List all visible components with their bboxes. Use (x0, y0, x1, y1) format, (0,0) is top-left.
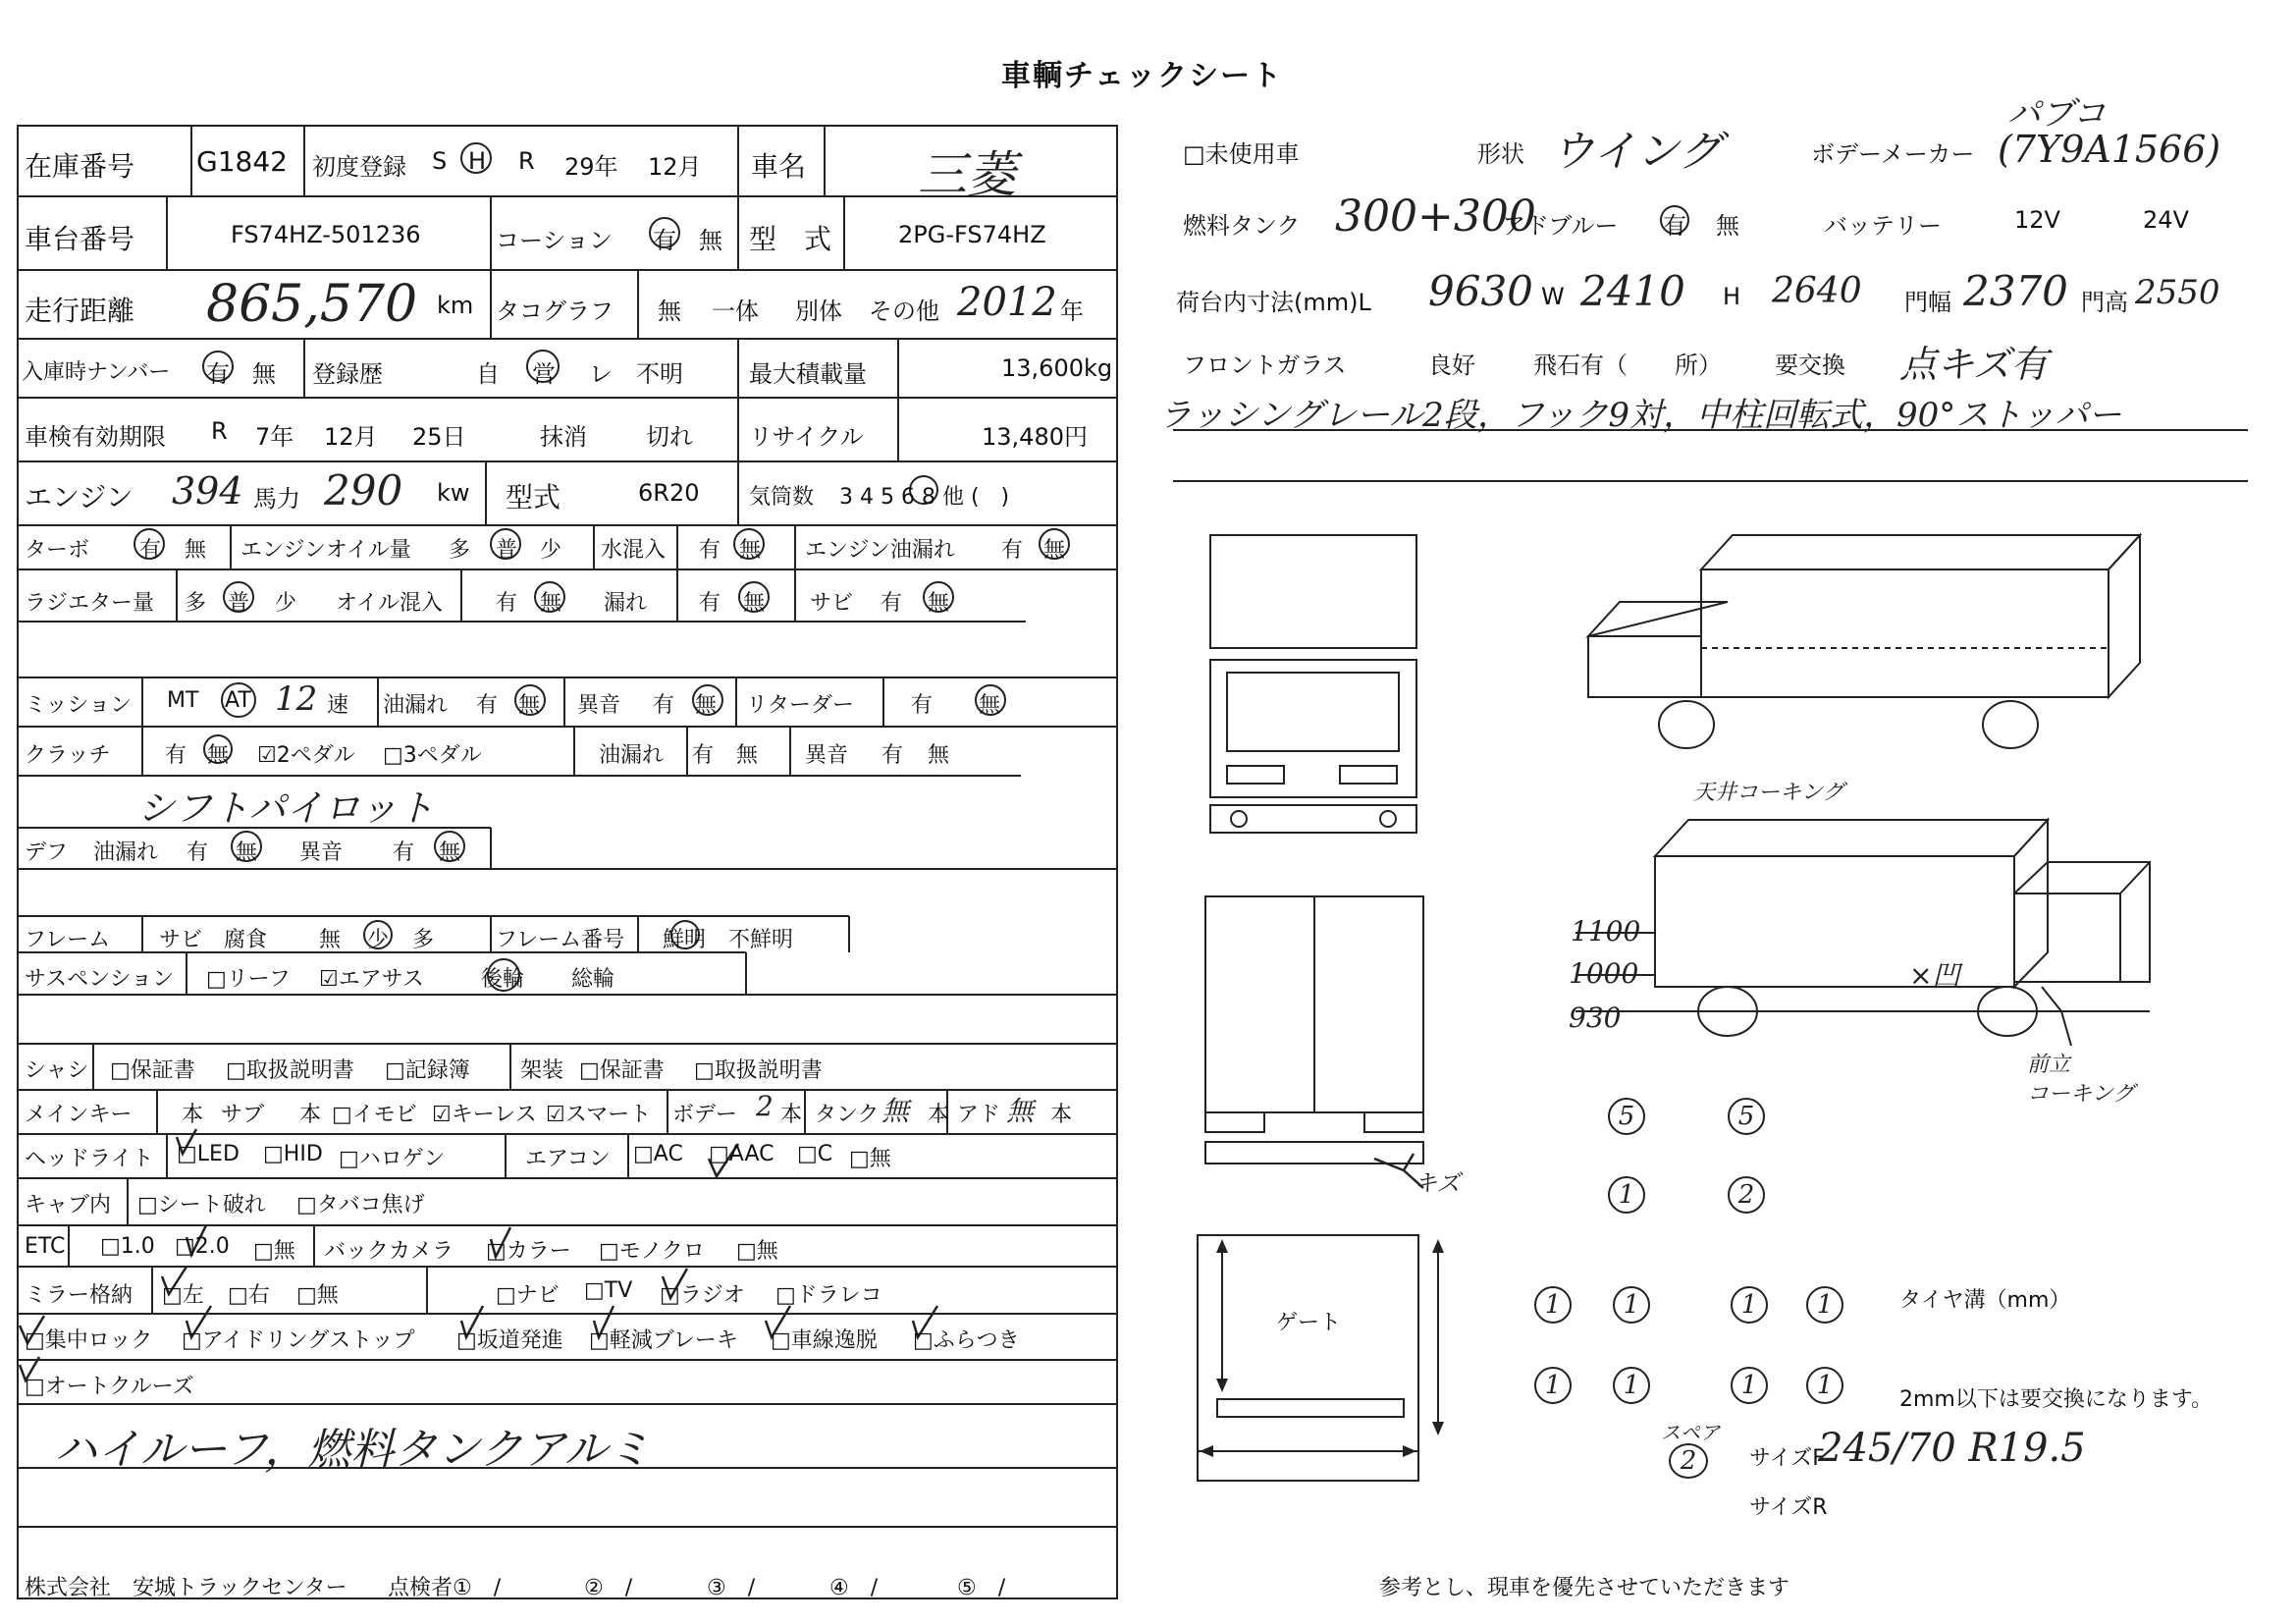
mission-label: ミッション (25, 693, 133, 718)
coach-label: コーション (496, 227, 614, 254)
tire-note: 2mm以下は要交換になります。 (1899, 1387, 2214, 1412)
water-no: 無 (739, 538, 762, 563)
speed-suffix: 速 (327, 693, 349, 718)
cam-color: □カラー (486, 1239, 571, 1264)
size-f: 245/70 R19.5 (1818, 1426, 2086, 1471)
first-reg-label: 初度登録 (312, 153, 406, 181)
car-name: 三菱 (918, 146, 1016, 203)
body-equip-label: 架装 (520, 1058, 564, 1083)
tire-r3-2: 1 (1613, 1286, 1650, 1324)
diff-leak-no: 無 (236, 840, 258, 865)
cargo-W: 2410 (1580, 267, 1685, 315)
inspector-2: ② / (584, 1576, 633, 1600)
cam-mono: □モノクロ (599, 1239, 705, 1264)
gate-h-label: 門高 (2081, 289, 2128, 316)
mainkey-sub: サブ (221, 1103, 265, 1127)
pedal3: □3ペダル (383, 743, 482, 768)
leak-label: 漏れ (604, 591, 648, 616)
mt: MT (167, 688, 199, 713)
era-h: H (468, 147, 487, 175)
scratch-note: キズ (1414, 1169, 1461, 1197)
mission-leak-yes: 有 (476, 693, 499, 718)
oil-normal: 普 (496, 538, 518, 563)
rust-no: 無 (928, 591, 950, 616)
mission-noise-yes: 有 (653, 693, 675, 718)
cargo-H-label: H (1723, 283, 1741, 310)
gate-h: 2550 (2135, 273, 2220, 312)
immobi: □イモビ (332, 1103, 417, 1127)
cam-none: □無 (736, 1239, 778, 1264)
battery-label: バッテリー (1824, 212, 1942, 240)
tire-r4-2: 1 (1613, 1367, 1650, 1404)
body-maker-top: パブコ (2007, 94, 2107, 134)
radiator-label: ラジエター量 (25, 591, 155, 616)
mission-noise: 異音 (577, 693, 621, 718)
susp-rear: 後輪 (481, 967, 525, 992)
insp-year: 7年 (255, 423, 294, 451)
body-maker: (7Y9A1566) (1998, 128, 2221, 171)
h1000: 1000 (1569, 957, 1639, 990)
mainkey-hon: 本 (182, 1103, 204, 1127)
cargo-L: 9630 (1428, 267, 1533, 315)
lane: □車線逸脱 (771, 1328, 878, 1353)
chassis2-label: シャシ (25, 1058, 89, 1083)
frame-many: 多 (412, 928, 435, 952)
tank-keys: 無 (881, 1095, 910, 1127)
frame-no-label: フレーム番号 (496, 928, 625, 952)
km-unit: km (437, 292, 474, 319)
gate-label: ゲート (1276, 1311, 1342, 1335)
cruise: □オートクルーズ (25, 1375, 194, 1399)
reg-hist-rent: レ (589, 360, 613, 388)
note-line: ラッシングレール2段，フック9対，中柱回転式，90°ストッパー (1158, 396, 2122, 435)
shape: ウイング (1551, 127, 1722, 177)
warranty: □保証書 (110, 1058, 195, 1083)
body-key-label: ボデー (672, 1103, 738, 1127)
frame-none: 無 (319, 928, 342, 952)
clutch-noise-no: 無 (928, 743, 950, 768)
tire-r2-1: 1 (1608, 1176, 1645, 1214)
tire-r4-1: 1 (1534, 1367, 1572, 1404)
hill: □坂道発進 (456, 1328, 563, 1353)
size-r-label: サイズR (1749, 1495, 1828, 1520)
adblue-label: アドブルー (1502, 212, 1619, 240)
reg-month: 12月 (648, 153, 702, 181)
cab-label: キャブ内 (25, 1193, 112, 1218)
inspector-3: ③ / (707, 1576, 756, 1600)
record: □記録簿 (385, 1058, 470, 1083)
reg-hist-own: 自 (476, 360, 500, 388)
speed: 12 (275, 679, 318, 719)
mirror-label: ミラー格納 (25, 1283, 133, 1308)
page-title: 車輌チェックシート (1001, 59, 1284, 93)
eng-type: 6R20 (638, 479, 700, 507)
frame-rust: サビ 腐食 (159, 928, 268, 952)
replace-label: 要交換 (1775, 352, 1845, 379)
eng-oil-leak-label: エンジン油漏れ (805, 538, 955, 563)
oil-few: 少 (540, 538, 562, 563)
kw-unit: kw (437, 479, 470, 507)
retarder-yes: 有 (911, 693, 934, 718)
pedal2: ☑2ペダル (257, 743, 355, 768)
glass-state: 良好 (1428, 352, 1475, 379)
radio: □ラジオ (660, 1283, 745, 1308)
diff-label: デフ (25, 840, 69, 865)
rad-many: 多 (185, 591, 207, 616)
etc-label: ETC (25, 1234, 66, 1259)
frame-clear: 鮮明 (663, 928, 707, 952)
clutch-noise: 異音 (805, 743, 849, 768)
recycle-label: リサイクル (749, 423, 864, 451)
tv: □TV (584, 1278, 633, 1303)
leak-yes: 有 (699, 591, 721, 616)
eng-leak-no: 無 (1043, 538, 1066, 563)
seat-tear: □シート破れ (137, 1193, 266, 1218)
roof-coat-note: 天井コーキング (1693, 781, 1844, 805)
at: AT (225, 688, 251, 713)
model-label: 型 式 (749, 223, 832, 255)
back-cam-label: バックカメラ (324, 1239, 454, 1264)
retarder-no: 無 (979, 693, 1001, 718)
aac: □AAC (709, 1142, 774, 1166)
insp-month: 12月 (324, 423, 378, 451)
rust-label: サビ (810, 591, 854, 616)
insp-day: 25日 (412, 423, 466, 451)
tacho-label: タコグラフ (496, 298, 614, 325)
mainkey-sub-hon: 本 (299, 1103, 322, 1127)
oil-mix-no: 無 (540, 591, 562, 616)
era-s: S (432, 147, 448, 175)
mission-oil-leak: 油漏れ (383, 693, 449, 718)
dent-mark: ×凹 (1909, 959, 1960, 992)
water-mix-label: 水混入 (601, 538, 667, 563)
turbo-no: 無 (185, 538, 207, 563)
glass-label: フロントガラス (1183, 352, 1347, 379)
tire-r3-1: 1 (1534, 1286, 1572, 1324)
ac-none: □無 (849, 1147, 891, 1171)
body-maker-label: ボデーメーカー (1811, 140, 1975, 168)
clutch-leak-yes: 有 (692, 743, 715, 768)
reg-year: 29年 (564, 153, 618, 181)
bat12: 12V (2014, 206, 2060, 234)
retarder-label: リターダー (746, 693, 855, 718)
plate-no: 無 (252, 360, 276, 388)
etc10: □1.0 (100, 1234, 155, 1259)
tobacco: □タバコ焦げ (296, 1193, 425, 1218)
susp-total: 総輪 (571, 967, 615, 992)
inspector-label: 点検者① / (388, 1576, 502, 1600)
susp-leaf: □リーフ (206, 967, 291, 992)
tank-label: タンク (815, 1103, 880, 1127)
mileage-label: 走行距離 (25, 295, 135, 327)
cyl-opts: 3 4 5 6 8 他 ( ) (839, 485, 1010, 510)
tire-depth-label: タイヤ溝（mm） (1899, 1288, 2071, 1313)
susp-label: サスペンション (25, 967, 175, 992)
inspector-5: ⑤ / (957, 1576, 1006, 1600)
tacho-sep: 別体 (795, 298, 842, 325)
reg-hist-unknown: 不明 (636, 360, 683, 388)
engine-displacement: 394 (172, 469, 243, 513)
navi: □ナビ (496, 1283, 560, 1308)
inspector-4: ④ / (829, 1576, 879, 1600)
coach-yes: 有 (653, 227, 676, 254)
reg-hist-label: 登録歴 (312, 360, 383, 388)
clutch-oil-leak: 油漏れ (599, 743, 665, 768)
smart: ☑スマート (546, 1103, 652, 1127)
front-coat-note: 前立 コーキング (2027, 1053, 2135, 1107)
frame-few: 少 (367, 928, 390, 952)
adblue-no: 無 (1716, 212, 1739, 240)
tire-r1-1: 5 (1608, 1098, 1645, 1135)
body-keys: 2 (756, 1090, 774, 1122)
car-name-label: 車名 (751, 150, 807, 183)
rad-normal: 普 (228, 591, 250, 616)
water-yes: 有 (699, 538, 721, 563)
diff-noise-no: 無 (439, 840, 461, 865)
ad-hon: 本 (1050, 1103, 1073, 1127)
plate-yes: 有 (206, 360, 230, 388)
stock-label: 在庫番号 (25, 150, 135, 183)
chip-label: 飛石有（ 所） (1533, 352, 1722, 379)
hp-label: 馬力 (253, 485, 300, 513)
manual: □取扱説明書 (226, 1058, 354, 1083)
leak-no: 無 (743, 591, 766, 616)
coach-no: 無 (699, 227, 722, 254)
mirror-left: □左 (162, 1283, 204, 1308)
mirror-right: □右 (228, 1283, 270, 1308)
idling: □アイドリングストップ (182, 1328, 415, 1353)
tire-r4-4: 1 (1806, 1367, 1843, 1404)
tank-hon: 本 (928, 1103, 950, 1127)
tire-r1-2: 5 (1728, 1098, 1765, 1135)
etc-none: □無 (253, 1239, 295, 1264)
mileage: 865,570 (206, 275, 418, 334)
ad-label: アド (957, 1103, 1001, 1127)
diff-leak-yes: 有 (187, 840, 209, 865)
ac: □AC (633, 1142, 683, 1166)
tire-r2-2: 2 (1728, 1176, 1765, 1214)
tacho-none: 無 (658, 298, 681, 325)
oil-many: 多 (449, 538, 471, 563)
insp-expired: 切れ (646, 423, 693, 451)
frame-label: フレーム (25, 928, 111, 952)
spare-label: スペア (1661, 1421, 1720, 1444)
fuel-label: 燃料タンク (1183, 212, 1301, 240)
remarks: ハイルーフ，燃料タンクアルミ (54, 1425, 651, 1475)
shift-note: シフトパイロット (137, 786, 435, 830)
size-f-label: サイズF (1749, 1446, 1825, 1471)
clutch-no: 無 (207, 743, 230, 768)
insp-era: R (211, 417, 228, 445)
disclaimer: 参考とし、現車を優先させていただきます (1379, 1576, 1790, 1600)
rad-few: 少 (275, 591, 297, 616)
c: □C (797, 1142, 833, 1166)
diff-oil-leak: 油漏れ (93, 840, 159, 865)
hp: 290 (324, 466, 403, 514)
insp-cancel: 抹消 (540, 423, 587, 451)
ad-keys: 無 (1006, 1095, 1035, 1127)
mission-noise-no: 無 (695, 693, 718, 718)
year-suffix: 年 (1060, 298, 1084, 325)
tire-r4-3: 1 (1731, 1367, 1768, 1404)
etc20: □2.0 (175, 1234, 230, 1259)
model: 2PG-FS74HZ (898, 221, 1046, 248)
turbo-yes: 有 (139, 538, 162, 563)
spare: 2 (1669, 1443, 1708, 1479)
tacho-other: その他 (869, 298, 939, 325)
replace-note: 点キズ有 (1899, 343, 2049, 386)
headlight-label: ヘッドライト (25, 1147, 154, 1171)
led: □LED (177, 1142, 240, 1166)
cyl-label: 気筒数 (749, 485, 815, 510)
keyless: ☑キーレス (432, 1103, 537, 1127)
shape-label: 形状 (1477, 140, 1524, 168)
oil-mix-label: オイル混入 (336, 591, 443, 616)
adblue-yes: 有 (1663, 212, 1686, 240)
fuel: 300+300 (1335, 191, 1536, 242)
body-manual: □取扱説明書 (694, 1058, 823, 1083)
unused-label: □未使用車 (1183, 140, 1300, 168)
stock-no: G1842 (196, 145, 288, 178)
tire-r3-3: 1 (1731, 1286, 1768, 1324)
clutch-noise-yes: 有 (881, 743, 904, 768)
chassis-no: FS74HZ-501236 (231, 221, 421, 248)
plate-label: 入庫時ナンバー (22, 360, 171, 385)
cargo-label: 荷台内寸法(mm)L (1176, 289, 1371, 316)
mirror-none: □無 (296, 1283, 339, 1308)
engine-label: エンジン (25, 481, 133, 514)
oil-mix-yes: 有 (496, 591, 518, 616)
company: 株式会社 安城トラックセンター (25, 1576, 347, 1600)
chassis-label: 車台番号 (25, 223, 135, 255)
frame-unclear: 不鮮明 (728, 928, 794, 952)
turbo-label: ターボ (25, 538, 90, 563)
halogen: □ハロゲン (339, 1147, 446, 1171)
max-load: 13,600kg (1001, 354, 1113, 382)
tacho-one: 一体 (712, 298, 759, 325)
rust-yes: 有 (881, 591, 903, 616)
oil-amount-label: エンジンオイル量 (240, 538, 411, 563)
gate-w: 2370 (1963, 267, 2068, 315)
recycle: 13,480円 (982, 423, 1088, 451)
clutch-leak-no: 無 (736, 743, 759, 768)
brake: □軽減ブレーキ (589, 1328, 738, 1353)
cargo-W-label: W (1541, 283, 1565, 310)
diff-noise: 異音 (299, 840, 344, 865)
susp-air: ☑エアサス (319, 967, 424, 992)
reg-hist-biz: 営 (532, 360, 556, 388)
body-warranty: □保証書 (579, 1058, 665, 1083)
hid: □HID (263, 1142, 323, 1166)
mission-leak-no: 無 (518, 693, 541, 718)
clutch-yes: 有 (165, 743, 187, 768)
tire-r3-4: 1 (1806, 1286, 1843, 1324)
gate-w-label: 門幅 (1904, 289, 1951, 316)
max-load-label: 最大積載量 (749, 360, 867, 388)
central-lock: □集中ロック (25, 1328, 153, 1353)
cargo-H: 2640 (1772, 271, 1862, 311)
body-key-hon: 本 (780, 1103, 803, 1127)
eng-leak-yes: 有 (1001, 538, 1024, 563)
tacho-year: 2012 (957, 280, 1057, 325)
inspection-label: 車検有効期限 (25, 423, 166, 451)
h1100: 1100 (1571, 915, 1641, 947)
h930: 930 (1569, 1001, 1622, 1034)
era-r: R (518, 147, 535, 175)
clutch-label: クラッチ (25, 743, 111, 768)
wobble: □ふらつき (913, 1328, 1020, 1353)
ac-label: エアコン (525, 1147, 611, 1171)
mainkey-label: メインキー (25, 1103, 133, 1127)
eng-type-label: 型式 (506, 481, 561, 514)
recorder: □ドラレコ (775, 1283, 882, 1308)
diff-noise-yes: 有 (393, 840, 415, 865)
bat24: 24V (2143, 206, 2189, 234)
